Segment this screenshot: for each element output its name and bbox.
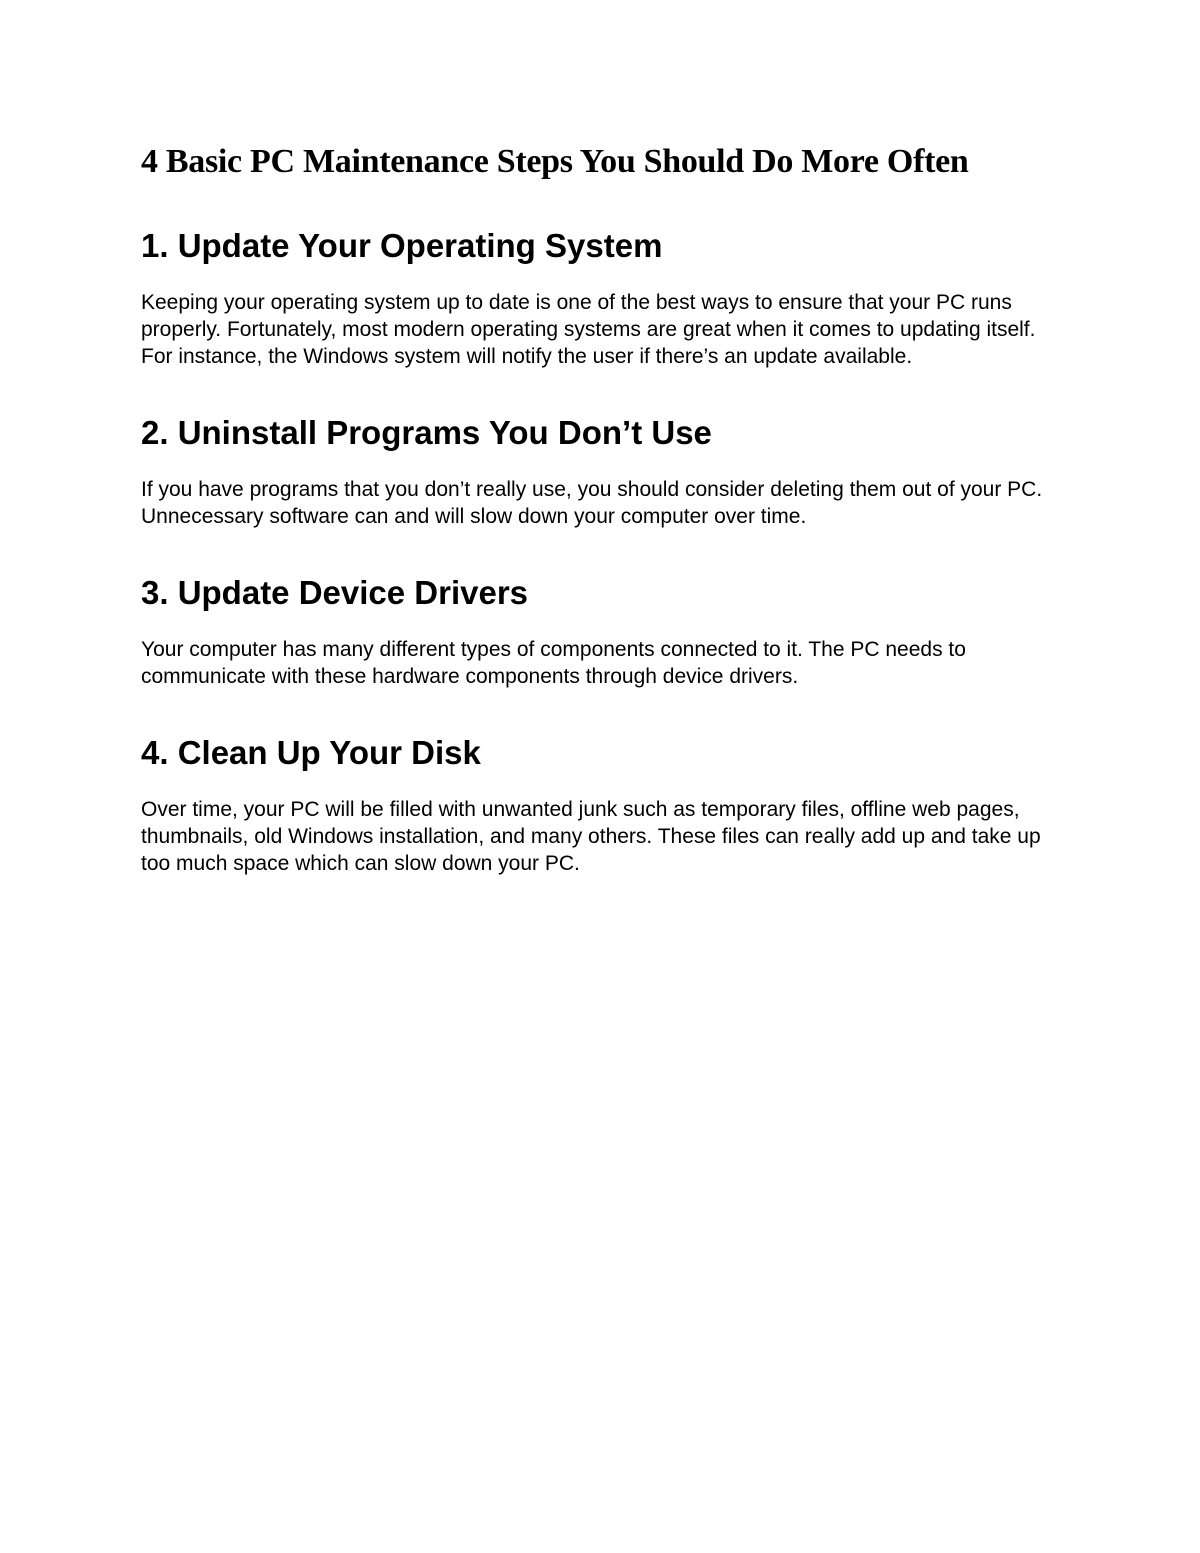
document-content bbox=[141, 142, 1071, 877]
section-body-clean-disk: Over time, your PC will be filled with unwanted junk such as temporary files, offline web pages, thumbnails, old Windows installation, and many others. These files can really add up and take up too much space which can slow down your PC. bbox=[141, 798, 1041, 875]
section-body-uninstall-programs: If you have programs that you don’t really use, you should consider deleting them out of your PC. Unnecessary software can and will slow down your computer over time. bbox=[141, 478, 1043, 528]
section-heading-update-drivers: 3. Update Device Drivers bbox=[141, 574, 529, 611]
section-heading-uninstall-programs: 2. Uninstall Programs You Don’t Use bbox=[141, 414, 712, 451]
section-body-update-drivers: Your computer has many different types of components connected to it. The PC needs to communicate with these hardware components through device drivers. bbox=[141, 638, 966, 688]
document-title: 4 Basic PC Maintenance Steps You Should Do More Often bbox=[141, 143, 969, 180]
section-heading-update-os: 1. Update Your Operating System bbox=[141, 227, 663, 264]
section-heading-clean-disk: 4. Clean Up Your Disk bbox=[141, 734, 481, 771]
section-body-update-os: Keeping your operating system up to date is one of the best ways to ensure that your PC runs properly. Fortunately, most modern operating systems are great when it comes to updating itself. For instance, the Windows system will notify the user if there’s an update available. bbox=[141, 291, 1036, 368]
